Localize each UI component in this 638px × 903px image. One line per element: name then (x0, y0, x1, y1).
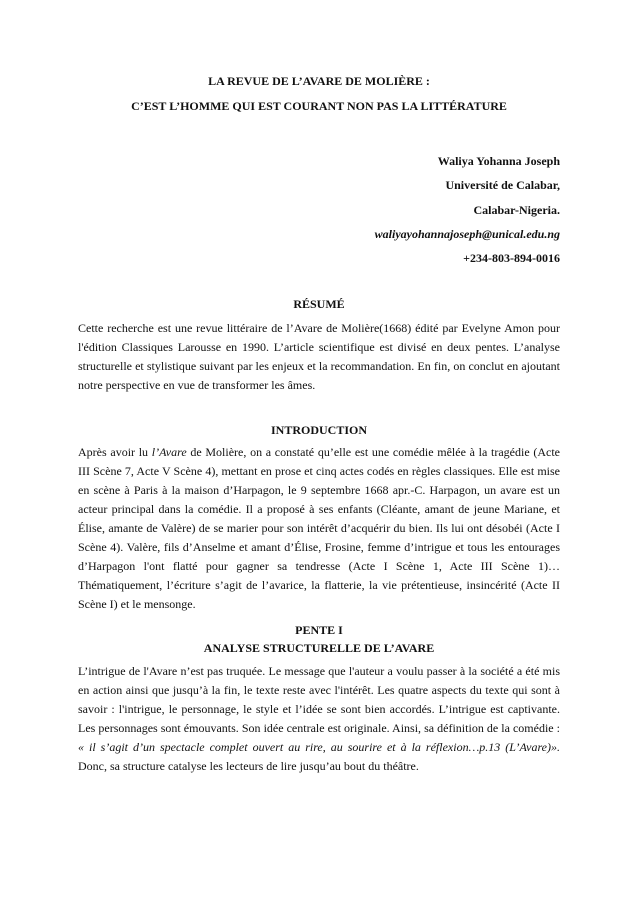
author-name: Waliya Yohanna Joseph (437, 154, 560, 168)
author-affiliation: Université de Calabar, (445, 178, 560, 192)
resume-heading: RÉSUMÉ (293, 297, 345, 311)
title-line-1: LA REVUE DE L’AVARE DE MOLIÈRE : (208, 74, 430, 88)
resume-paragraph: Cette recherche est une revue littéraire de l’Avare de Molière(1668) édité par Evelyne Amon pour l'édition Classiques Larousse en 1990. L’article scientifique est divisé en deux pentes. L’analyse structurelle et stylistique suivant par les enjeux et la recommandation. En fin, on conclut en ajoutant notre perspective en vue de transformer les âmes. (78, 321, 560, 392)
author-phone: +234-803-894-0016 (463, 251, 560, 265)
pente-text-after: Donc, sa structure catalyse les lecteurs de lire jusqu’au bout du théâtre. (78, 759, 419, 773)
intro-italic-title: l’Avare (151, 445, 187, 459)
author-location: Calabar-Nigeria. (473, 203, 560, 217)
author-email[interactable]: waliyayohannajoseph@unical.edu.ng (374, 227, 560, 241)
pente-paragraph (78, 662, 560, 776)
intro-text-after: de Molière, on a constaté qu’elle est une comédie mêlée à la tragédie (Acte III Scène 7, Acte V Scène 4), mettant en prose et cinq actes codés en règles classiques. Elle est mise en scène à Paris à la maison d’Harpagon, le 9 septembre 1668 apr.-C. Harpagon, un avare est un acteur principal dans la comédie. Il a proposé à ses enfants (Cléante, amant de jeune Mariane, et Élise, amante de Valère) de se marier pour son intérêt d’acquérir du bien. Ils lui ont désobéi (Acte I Scène 4). Valère, fils d’Anselme et amant d’Élise, Frosine, femme d’intrigue et tous les entourages d’Harpagon l'ont flatté pour gagner sa tendresse (Acte I Scène 1, Acte III Scène 1)…Thématiquement, l’écriture s’agit de l’avarice, la flatterie, la vie prétentieuse, insincérité (Acte II Scène I) et le mensonge. (78, 445, 560, 611)
introduction-paragraph (78, 443, 560, 614)
introduction-heading: INTRODUCTION (270, 423, 367, 437)
pente-text-before: L’intrigue de l'Avare n’est pas truquée. Le message que l'auteur a voulu passer à la société a été mis en action ainsi que jusqu’à la fin, le texte reste avec l'intérêt. Les quatre aspects du texte qui sont à savoir : l'intrigue, le personnage, le style et l’idée se sont bien accordés. L’intrigue est captivante. Les personnages sont émouvants. Son idée centrale est originale. Ainsi, sa définition de la comédie : (78, 664, 560, 735)
pente-subheading: ANALYSE STRUCTURELLE DE L’AVARE (203, 641, 435, 655)
pente-heading: PENTE I (295, 623, 343, 637)
pente-italic-quote: « il s’agit d’un spectacle complet ouvert au rire, au sourire et à la réflexion…p.13 (L’Avare)». (78, 740, 560, 754)
intro-text-before: Après avoir lu (78, 445, 152, 459)
title-line-2: C’EST L’HOMME QUI EST COURANT NON PAS LA LITTÉRATURE (131, 99, 507, 113)
